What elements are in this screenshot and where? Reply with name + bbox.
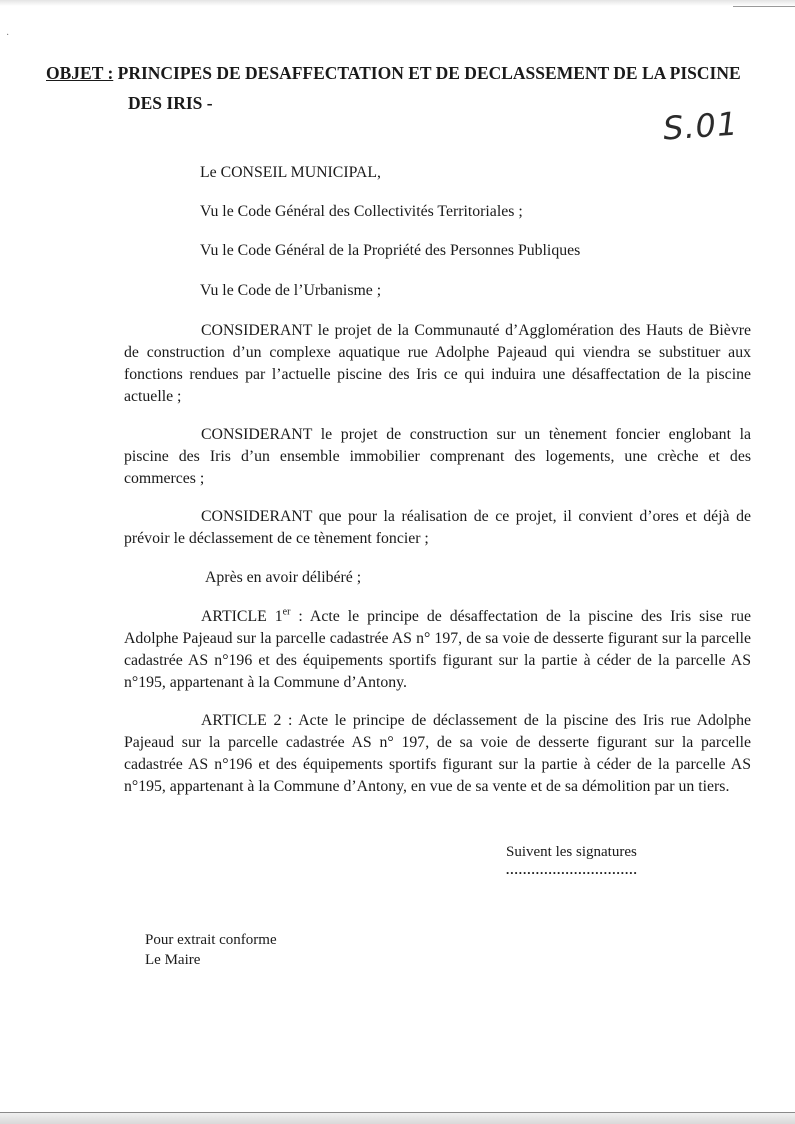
considerant-1: CONSIDERANT le projet de la Communauté d’Agglomération des Hauts de Bièvre de construction d’un complexe aquatique rue Adolphe Pajeaud qui viendra se substituer aux fonctions rendues par l’actuelle piscine des Iris ce qui induira une désaffectation de la piscine actuelle ; xyxy=(124,322,751,405)
article-1-text: : Acte le principe de désaffectation de la piscine des Iris sise rue Adolphe Pajeaud sur la parcelle cadastrée AS n° 197, de sa voie de desserte figurant sur la parcelle cadastrée AS n°196 et des équipements sportifs figurant sur la partie à céder de la parcelle AS n°195, appartenant à la Commune d’Antony. xyxy=(124,608,751,691)
article-1-label: ARTICLE 1 xyxy=(201,608,283,625)
considerant-3: CONSIDERANT que pour la réalisation de ce projet, il convient d’ores et déjà de prévoir le déclassement de ce tènement foncier ; xyxy=(124,508,751,547)
conseil-heading: Le CONSEIL MUNICIPAL, xyxy=(200,164,381,181)
article-1 xyxy=(124,606,751,694)
handwritten-annotation: S.01 xyxy=(661,104,740,148)
considerant-2: CONSIDERANT le projet de construction sur un tènement foncier englobant la piscine des Iris d’un ensemble immobilier comprenant des logements, une crèche et des commerces ; xyxy=(124,426,751,487)
vu-code-urbanisme: Vu le Code de l’Urbanisme ; xyxy=(200,282,382,299)
document-subject xyxy=(46,58,766,118)
scan-edge-right xyxy=(733,0,795,7)
signatures-note: Suivent les signatures xyxy=(506,844,637,860)
le-maire: Le Maire xyxy=(145,952,201,968)
article-2: ARTICLE 2 : Acte le principe de déclassement de la piscine des Iris rue Adolphe Pajeaud sur la parcelle cadastrée AS n° 197, de sa voie de desserte figurant sur la parcelle cadastrée AS n°196 et des équipements sportifs figurant sur la partie à céder de la parcelle AS n°195, appartenant à la Commune d’Antony, en vue de sa vente et de sa démolition par un tiers. xyxy=(124,712,751,795)
subject-label: OBJET : xyxy=(46,63,114,83)
scan-edge-top xyxy=(0,0,795,6)
extrait-conforme: Pour extrait conforme xyxy=(145,932,277,948)
vu-code-collectivites: Vu le Code Général des Collectivités Territoriales ; xyxy=(200,203,523,220)
vu-code-propriete: Vu le Code Général de la Propriété des Personnes Publiques xyxy=(200,242,581,259)
mayor-block xyxy=(145,930,277,970)
subject-title-line2: DES IRIS - xyxy=(128,93,213,113)
scan-edge-bottom xyxy=(0,1112,795,1124)
article-1-superscript: er xyxy=(282,606,291,618)
signature-dots: ............................... xyxy=(506,862,638,877)
subject-title-line1: PRINCIPES DE DESAFFECTATION ET DE DECLASSEMENT DE LA PISCINE xyxy=(117,63,741,83)
corner-mark: · xyxy=(6,30,10,41)
delibere: Après en avoir délibéré ; xyxy=(205,569,362,586)
